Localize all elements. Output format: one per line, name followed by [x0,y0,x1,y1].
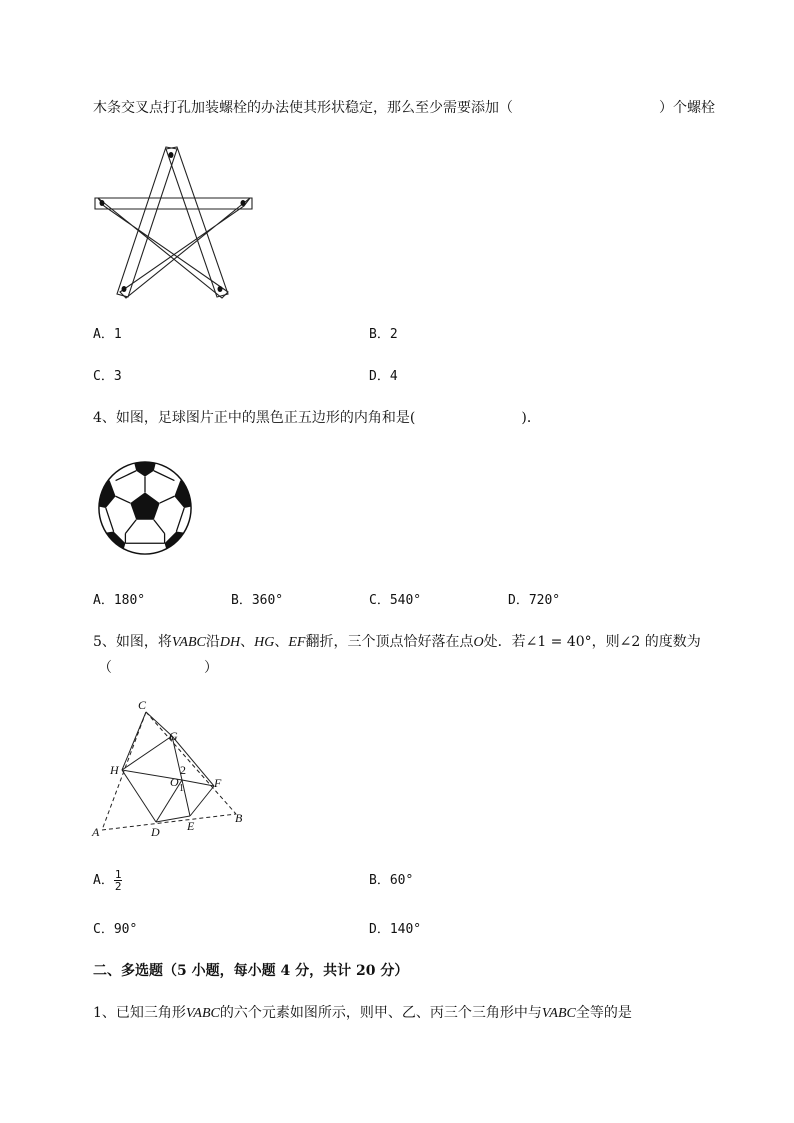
triangle-label: VABC [185,1006,220,1021]
q4-option-b[interactable]: B．360° [231,593,284,608]
triangle-label: VABC [171,635,206,650]
q4-option-c[interactable]: C．540° [369,593,422,608]
mq1-text-2: 的六个元素如图所示，则甲、乙、丙三个三角形中与 [219,1005,542,1021]
separator: 、 [274,634,289,650]
q4-option-d[interactable]: D．720° [508,593,561,608]
label-g: G [169,729,178,743]
label-a: A [92,825,100,839]
q4-stem [93,408,541,428]
q5-answer-line [98,658,218,678]
paren-close: ） [204,660,218,676]
label-e: E [187,819,195,833]
paren-open: （ [98,660,112,676]
q5-option-a[interactable] [93,866,122,896]
stick-apex-right [166,147,228,297]
q3-stem [93,98,715,118]
fraction-one-half [114,869,123,892]
q5-text-3: 翻折，三个顶点恰好落在点 [305,634,474,650]
point-o: O [473,635,484,650]
q3-stem-text: 木条交叉点打孔加装螺栓的办法使其形状稳定，那么至少需要添加（ [93,100,513,116]
mq1-stem [93,1003,632,1024]
q5-stem [93,632,701,653]
section-2-title: 二、多选题（5 小题，每小题 4 分，共计 20 分） [93,963,409,979]
stick-apex-left [117,147,177,297]
option-a-prefix: A． [93,873,114,888]
q4-stem-text: 4、如图，足球图片正中的黑色正五边形的内角和是( [93,410,416,426]
folded-triangle-figure [90,698,260,843]
q3-option-b[interactable]: B．2 [369,327,398,342]
q5-option-b[interactable]: B．60° [369,873,414,888]
fraction-denominator: 2 [114,880,122,893]
label-d: D [151,825,160,839]
q3-option-d[interactable]: D．4 [369,369,398,384]
q3-option-c[interactable]: C．3 [93,369,122,384]
bolt-bottom-left [122,286,127,292]
segment-dh: DH [219,635,241,650]
q5-option-c[interactable]: C．90° [93,922,138,937]
label-h: H [110,763,119,777]
bolt-bottom-right [218,286,223,292]
bolt-top [169,152,174,158]
q5-text-2: 沿 [205,634,220,650]
star-sticks-figure [90,140,260,305]
soccer-ball-figure [96,459,194,557]
q5-text-1: 5、如图，将 [93,634,172,650]
stick-left-down [98,198,228,298]
fraction-numerator: 1 [114,868,122,881]
bolt-right [241,200,246,206]
segment-ef: EF [288,635,306,650]
label-o: O [170,775,179,789]
label-angle-2: 2 [180,763,186,777]
q4-option-a[interactable]: A．180° [93,593,146,608]
stick-horizontal [95,198,252,209]
stick-right-down [120,198,250,298]
bolt-left [100,200,105,206]
separator: 、 [240,634,255,650]
q3-stem-tail: ）个螺栓 [659,100,715,116]
label-b: B [235,811,243,825]
label-c: C [138,698,147,712]
q5-text-4: 处．若∠1 = 40°，则∠2 的度数为 [483,634,701,650]
label-angle-1: 1 [179,783,184,794]
segment-hg: HG [254,635,275,650]
mq1-text-1: 1、已知三角形 [93,1005,186,1021]
q4-stem-tail: )． [521,410,541,426]
q3-option-a[interactable]: A．1 [93,327,122,342]
q5-option-d[interactable]: D．140° [369,922,422,937]
triangle-label: VABC [541,1006,576,1021]
label-f: F [214,776,222,790]
mq1-text-3: 全等的是 [575,1005,632,1021]
